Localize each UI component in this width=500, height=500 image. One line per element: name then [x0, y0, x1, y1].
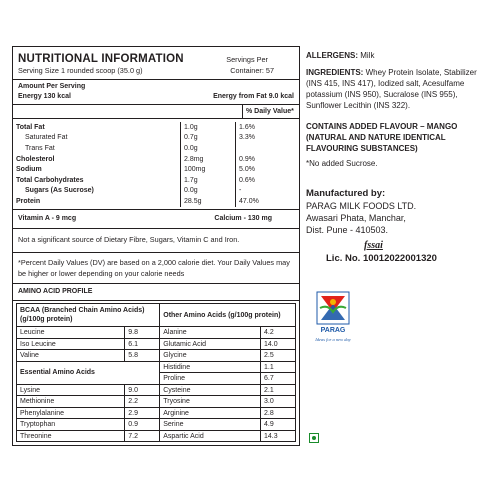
- nutrient-value: 2.8mg: [181, 154, 236, 165]
- nutrient-name: Cholesterol: [16, 155, 55, 163]
- vitamin-row: [13, 210, 299, 229]
- amino-name: Tryosine: [160, 396, 261, 408]
- nutrient-name: Protein: [16, 197, 41, 205]
- footnote-text: *Percent Daily Values (DV) are based on a 2,000 calorie diet. Your Daily Values may be higher or lower depending on your calorie needs: [18, 258, 290, 279]
- amino-table: [16, 303, 296, 442]
- flavour-note: CONTAINS ADDED FLAVOUR – MANGO (NATURAL AND NATURE IDENTICAL FLAVOURING SUBSTANCES): [306, 122, 458, 153]
- amino-name: Alanine: [160, 327, 261, 339]
- amino-name: Leucine: [17, 327, 125, 339]
- amino-value: 4.9: [261, 419, 296, 431]
- amino-value: 14.0: [261, 338, 296, 350]
- nutrition-title: NUTRITIONAL INFORMATION: [18, 53, 184, 65]
- amino-row: [17, 304, 296, 327]
- parag-logo: [308, 290, 358, 344]
- logo-text: PARAG: [320, 327, 346, 334]
- logo-tagline: Ideas for a new day: [315, 337, 351, 342]
- amount-section: [13, 80, 299, 105]
- amino-value: 0.9: [125, 419, 160, 431]
- nutrient-row: [13, 164, 299, 175]
- manufactured-by: Manufactured by:: [306, 188, 386, 199]
- amino-value: 2.5: [261, 350, 296, 362]
- amino-row: [17, 338, 296, 350]
- amino-name: Arginine: [160, 407, 261, 419]
- amino-section: [13, 301, 299, 445]
- amino-name: Glycine: [160, 350, 261, 362]
- company-name: PARAG MILK FOODS LTD.: [306, 201, 417, 211]
- amino-value: 9.0: [125, 384, 160, 396]
- amino-name: Phenylalanine: [17, 407, 125, 419]
- nutrient-row: [13, 143, 299, 154]
- nutrient-name: Trans Fat: [25, 144, 55, 152]
- amino-row: [17, 419, 296, 431]
- amino-value: 9.8: [125, 327, 160, 339]
- nutrition-panel: [12, 46, 300, 446]
- address-line-2: Dist. Pune - 410503.: [306, 225, 389, 235]
- nutrient-value: 100mg: [181, 164, 236, 175]
- amino-title: AMINO ACID PROFILE: [18, 288, 93, 296]
- address-line-1: Awasari Phata, Manchar,: [306, 213, 406, 223]
- nutrient-value: 1.0g: [181, 122, 236, 133]
- nutrient-table: [13, 122, 299, 207]
- nutrient-row: [13, 175, 299, 186]
- not-significant-text: Not a significant source of Dietary Fibre, Sugars, Vitamin C and Iron.: [18, 234, 240, 244]
- nutrient-daily-value: 47.0%: [236, 196, 300, 207]
- amino-row: [17, 430, 296, 442]
- calcium: Calcium - 130 mg: [214, 214, 272, 222]
- fssai-logo-text: fssai: [364, 240, 383, 251]
- nutrient-name: Sugars (As Sucrose): [25, 187, 94, 195]
- allergens-value: Milk: [360, 51, 375, 60]
- nutrient-table-section: [13, 119, 299, 210]
- amino-row: [17, 361, 296, 373]
- nutrient-daily-value: 5.0%: [236, 164, 300, 175]
- nutrient-daily-value: [236, 143, 300, 154]
- amino-name: Valine: [17, 350, 125, 362]
- nutrient-row: [13, 186, 299, 197]
- amino-name: Tryptophan: [17, 419, 125, 431]
- amino-value: 2.9: [125, 407, 160, 419]
- amino-name: Lysine: [17, 384, 125, 396]
- amino-value: 1.1: [261, 361, 296, 373]
- amino-value: 2.1: [261, 384, 296, 396]
- nutrient-row: [13, 196, 299, 207]
- servings-per-container: Container: 57: [230, 65, 274, 75]
- nutrient-value: 0.7g: [181, 133, 236, 144]
- nutrient-name: Sodium: [16, 166, 42, 174]
- amino-name: Aspartic Acid: [160, 430, 261, 442]
- nutrient-value: 28.5g: [181, 196, 236, 207]
- energy: Energy 130 kcal: [18, 93, 71, 100]
- amino-name: Iso Leucine: [17, 338, 125, 350]
- amino-value: 3.0: [261, 396, 296, 408]
- bcaa-header: BCAA (Branched Chain Amino Acids) (g/100g protein): [17, 304, 160, 327]
- amino-row: [17, 384, 296, 396]
- amino-value: 6.7: [261, 373, 296, 385]
- amino-row: [17, 407, 296, 419]
- amino-row: [17, 327, 296, 339]
- amino-name: Threonine: [17, 430, 125, 442]
- amount-per-serving: Amount Per Serving: [18, 83, 86, 90]
- amino-row: [17, 350, 296, 362]
- nutrient-daily-value: -: [236, 186, 300, 197]
- nutrient-daily-value: 0.9%: [236, 154, 300, 165]
- nutrient-name: Saturated Fat: [25, 134, 68, 142]
- vitamin-a: Vitamin A - 9 mcg: [18, 214, 77, 222]
- amino-value: 6.1: [125, 338, 160, 350]
- amino-name: Histidine: [160, 361, 261, 373]
- amino-title-row: [13, 284, 299, 301]
- amino-name: Glutamic Acid: [160, 338, 261, 350]
- energy-from-fat: Energy from Fat 9.0 kcal: [213, 93, 294, 100]
- serving-size: Serving Size 1 rounded scoop (35.0 g): [18, 65, 143, 75]
- amino-value: 2.8: [261, 407, 296, 419]
- not-significant-row: [13, 229, 299, 254]
- amino-value: 14.3: [261, 430, 296, 442]
- essential-header: Essential Amino Acids: [17, 361, 160, 384]
- nutrient-daily-value: 3.3%: [236, 133, 300, 144]
- footnote-row: [13, 253, 299, 284]
- ingredients-label: INGREDIENTS:: [306, 68, 364, 77]
- veg-mark-icon: [309, 433, 319, 443]
- nutrient-value: 0.0g: [181, 143, 236, 154]
- amino-row: [17, 396, 296, 408]
- amino-name: Cysteine: [160, 384, 261, 396]
- amino-value: 2.2: [125, 396, 160, 408]
- nutrient-row: [13, 122, 299, 133]
- nutrient-daily-value: 0.6%: [236, 175, 300, 186]
- nutrition-header: [13, 47, 299, 80]
- parag-logo-icon: [308, 290, 358, 344]
- nutrient-name: Total Carbohydrates: [16, 176, 84, 184]
- nutrient-value: 1.7g: [181, 175, 236, 186]
- amino-name: Serine: [160, 419, 261, 431]
- amino-value: 7.2: [125, 430, 160, 442]
- ingredients-value: Whey Protein Isolate, Stabilizer (INS 415, INS 417), Iodized salt, Acesulfame potassium (INS 950), Sucralose (INS 955), Sunflower Lecithin (INS 322).: [306, 68, 477, 110]
- daily-value-header: % Daily Value*: [242, 105, 299, 118]
- amino-value: 4.2: [261, 327, 296, 339]
- amino-name: Methionine: [17, 396, 125, 408]
- allergens-label: ALLERGENS:: [306, 51, 358, 60]
- amino-name: Proline: [160, 373, 261, 385]
- product-info: [306, 46, 492, 264]
- license-number: Lic. No. 10012022001320: [326, 253, 437, 264]
- nutrient-row: [13, 133, 299, 144]
- amino-value: 5.8: [125, 350, 160, 362]
- nutrient-daily-value: 1.6%: [236, 122, 300, 133]
- nutrient-value: 0.0g: [181, 186, 236, 197]
- nutrient-row: [13, 154, 299, 165]
- nutrient-name: Total Fat: [16, 123, 45, 131]
- sucrose-note: *No added Sucrose.: [306, 159, 378, 168]
- servings-per-label: Servings Per: [226, 55, 268, 64]
- other-amino-header: Other Amino Acids (g/100g protein): [160, 304, 296, 327]
- daily-value-header-row: [13, 105, 299, 119]
